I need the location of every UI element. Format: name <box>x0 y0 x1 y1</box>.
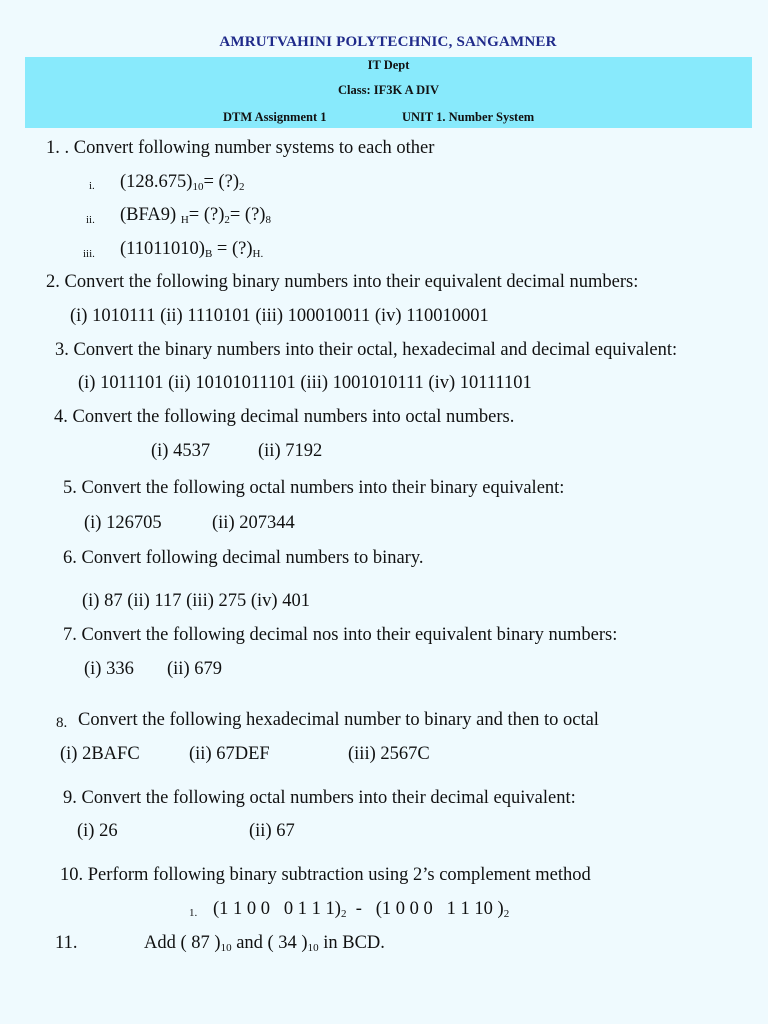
question-3: 3. Convert the binary numbers into their octal, hexadecimal and decimal equivalent: <box>55 340 678 360</box>
q1-item-ii: (BFA9) $_H= (?)_2=$ $(?)_8$ <box>120 205 271 226</box>
question-2-parts: (i) 1010111 (ii) 1110101 (iii) 100010011 (iv) 110010001 <box>70 306 489 326</box>
question-4-part-1: (i) 4537 <box>151 441 211 461</box>
question-9-part-1: (i) 26 <box>77 821 118 841</box>
question-7-part-2: (ii) 679 <box>167 659 222 679</box>
question-8-part-2: (ii) 67DEF <box>189 744 270 764</box>
unit-label: UNIT 1. Number System <box>402 110 535 124</box>
q10-item-number: 1. <box>189 907 198 919</box>
assignment-label: DTM Assignment 1 <box>223 110 327 124</box>
question-4: 4. Convert the following decimal numbers into octal numbers. <box>54 407 515 427</box>
question-4-part-2: (ii) 7192 <box>258 441 323 461</box>
question-11: Add ( 87 )$_{10}$ and ( 34 )$_{10}$ in BCD. <box>144 933 385 954</box>
question-8-part-1: (i) 2BAFC <box>60 744 140 764</box>
question-2: 2. Convert the following binary numbers into their equivalent decimal numbers: <box>46 272 639 292</box>
question-5-part-2: (ii) 207344 <box>212 513 295 533</box>
question-9-part-2: (ii) 67 <box>249 821 295 841</box>
question-5-part-1: (i) 126705 <box>84 513 162 533</box>
question-8-part-3: (iii) 2567C <box>348 744 430 764</box>
question-8: Convert the following hexadecimal number to binary and then to octal <box>78 710 599 730</box>
question-1: 1. . Convert following number systems to each other <box>46 138 435 158</box>
question-6-parts: (i) 87 (ii) 117 (iii) 275 (iv) 401 <box>82 591 310 611</box>
question-5: 5. Convert the following octal numbers into their binary equivalent: <box>63 478 565 498</box>
q1-item-iii: $(11011010)_B$ = $(?)_{H.}$ <box>120 239 264 260</box>
q1-item-i-number: i. <box>89 180 95 192</box>
question-11-number: 11. <box>55 933 78 953</box>
question-10: 10. Perform following binary subtraction using 2’s complement method <box>60 865 591 885</box>
college-name: AMRUTVAHINI POLYTECHNIC, SANGAMNER <box>219 34 557 50</box>
class-label: Class: IF3K A DIV <box>337 83 440 97</box>
header-band <box>25 57 752 128</box>
q1-item-i: $(128.675)_{10}=$ $(?)_2$ <box>120 172 245 193</box>
question-3-parts: (i) 1011101 (ii) 10101011101 (iii) 1001010111 (iv) 10111101 <box>78 373 532 393</box>
question-6: 6. Convert following decimal numbers to binary. <box>63 548 424 568</box>
question-9: 9. Convert the following octal numbers into their decimal equivalent: <box>63 788 576 808</box>
q1-item-ii-number: ii. <box>86 214 95 226</box>
dept-label: IT Dept <box>367 58 410 72</box>
q1-item-iii-number: iii. <box>83 248 95 260</box>
question-10-expression: (1 1 0 0 0 1 1 $1)_2 - (1$ 0 0 0 1 1 10 )$_2$ <box>213 899 510 920</box>
question-8-number: 8. <box>56 715 68 731</box>
question-7: 7. Convert the following decimal nos into their equivalent binary numbers: <box>63 625 618 645</box>
question-7-part-1: (i) 336 <box>84 659 134 679</box>
